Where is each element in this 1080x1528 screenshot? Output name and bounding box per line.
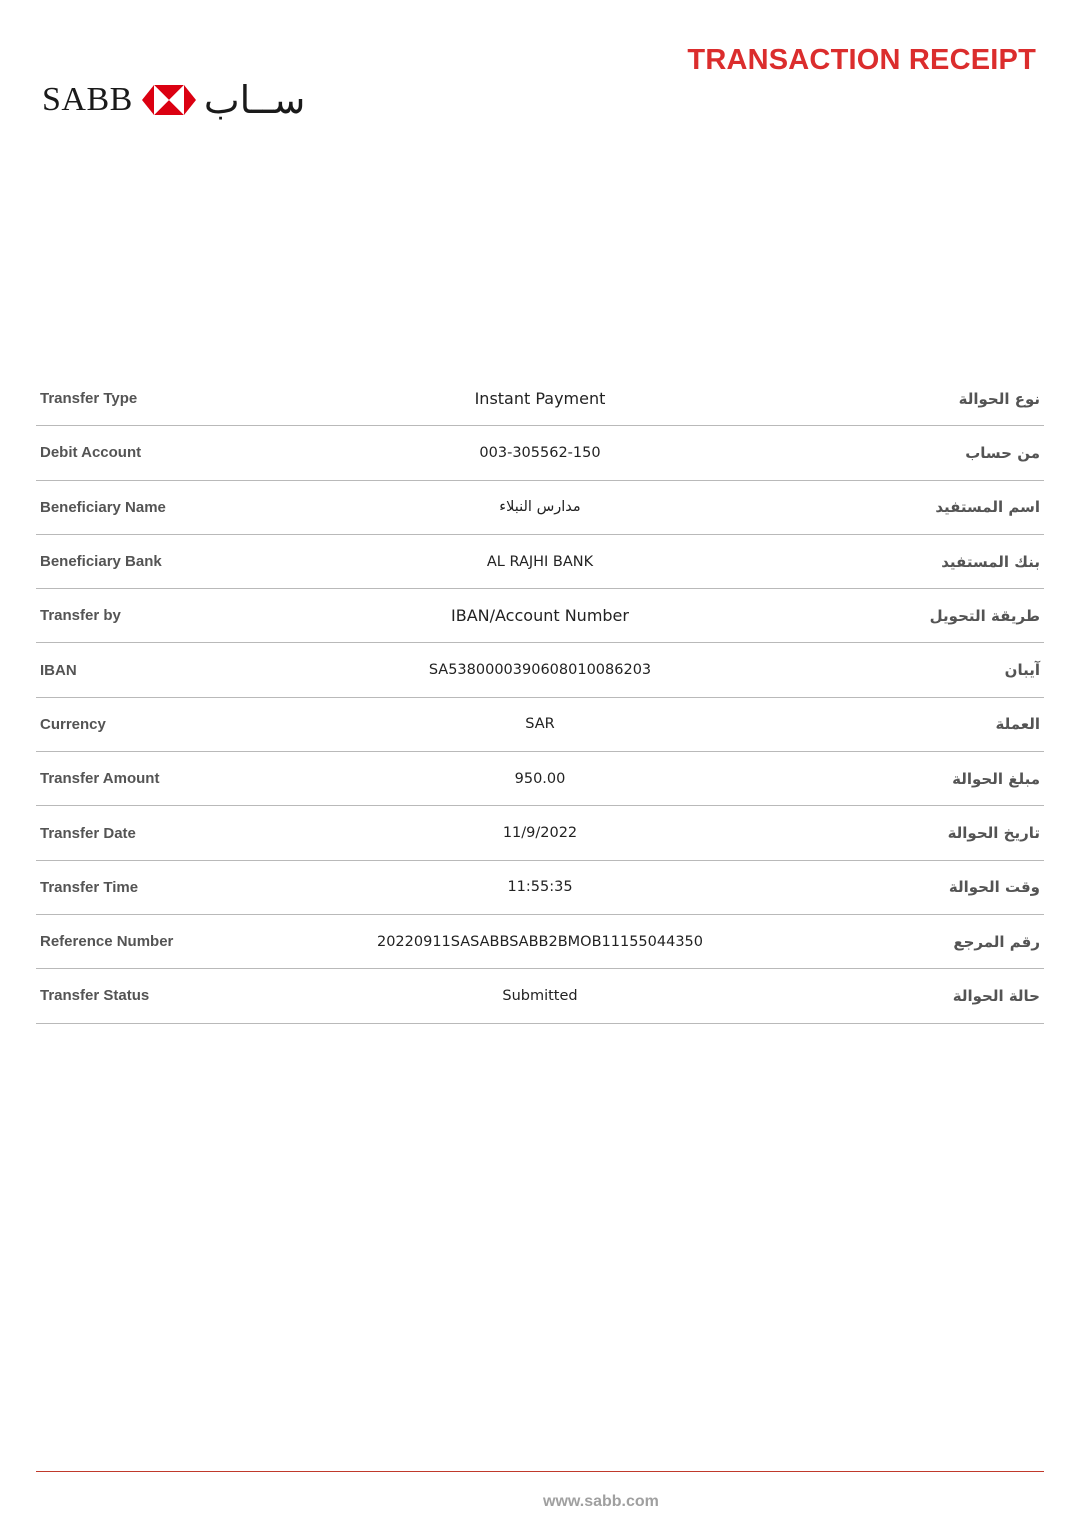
table-row-transfer-status (36, 969, 1044, 1023)
label-en: Beneficiary Bank (40, 553, 162, 571)
label-en: Beneficiary Name (40, 498, 166, 516)
label-ar: نوع الحوالة (958, 389, 1040, 408)
label-en: Transfer Status (40, 987, 150, 1005)
label-ar: طريقة التحويل (929, 606, 1040, 625)
label-en: Transfer by (40, 607, 121, 625)
label-en: IBAN (40, 661, 77, 679)
label-en: Transfer Amount (40, 770, 160, 788)
label-ar: حالة الحوالة (952, 986, 1040, 1005)
field-value: 003-305562-150 (479, 444, 601, 461)
label-ar: مبلغ الحوالة (952, 769, 1040, 788)
label-ar: العملة (995, 715, 1040, 734)
field-value: AL RAJHI BANK (486, 553, 594, 570)
table-row-transfer-type (36, 372, 1044, 426)
field-value: SA5380000390608010086203 (428, 662, 652, 679)
label-en: Currency (40, 715, 106, 733)
sabb-logo (42, 78, 305, 122)
field-value: Submitted (502, 987, 578, 1004)
receipt-title: TRANSACTION RECEIPT (687, 44, 1036, 76)
label-ar: رقم المرجع (953, 932, 1040, 951)
label-en: Transfer Date (40, 824, 136, 842)
table-row-debit-account (36, 426, 1044, 480)
field-value: 20220911SASABBSABB2BMOB11155044350 (376, 933, 704, 950)
logo-arabic-text: ســاب (203, 78, 306, 122)
table-row-transfer-time (36, 861, 1044, 915)
field-value: مدارس النبلاء (499, 499, 581, 516)
sabb-hexagon-logo-icon (142, 85, 196, 115)
table-row-beneficiary-name (36, 481, 1044, 535)
label-en: Transfer Time (40, 878, 139, 896)
footer-divider (36, 1471, 1044, 1472)
field-value: IBAN/Account Number (451, 606, 629, 626)
field-value: Instant Payment (474, 389, 606, 409)
field-value: 950.00 (514, 770, 566, 787)
table-row-transfer-by (36, 589, 1044, 643)
logo-latin-text: SABB (42, 81, 133, 118)
label-en: Transfer Type (40, 390, 138, 408)
label-ar: آيبان (1004, 661, 1040, 680)
label-ar: بنك المستفيد (941, 552, 1040, 571)
table-row-reference-number (36, 915, 1044, 969)
label-en: Debit Account (40, 444, 142, 462)
table-row-currency (36, 698, 1044, 752)
label-ar: اسم المستفيد (935, 498, 1040, 517)
label-en: Reference Number (40, 933, 174, 951)
transaction-details-table (36, 372, 1044, 1024)
label-ar: من حساب (965, 443, 1040, 462)
table-row-transfer-amount (36, 752, 1044, 806)
table-row-iban (36, 643, 1044, 697)
table-row-beneficiary-bank (36, 535, 1044, 589)
field-value: 11:55:35 (507, 879, 573, 896)
footer-website-link[interactable]: www.sabb.com (543, 1493, 659, 1510)
field-value: 11/9/2022 (502, 825, 578, 842)
label-ar: تاريخ الحوالة (947, 824, 1040, 843)
table-row-transfer-date (36, 806, 1044, 860)
label-ar: وقت الحوالة (948, 878, 1040, 897)
field-value: SAR (525, 716, 555, 733)
